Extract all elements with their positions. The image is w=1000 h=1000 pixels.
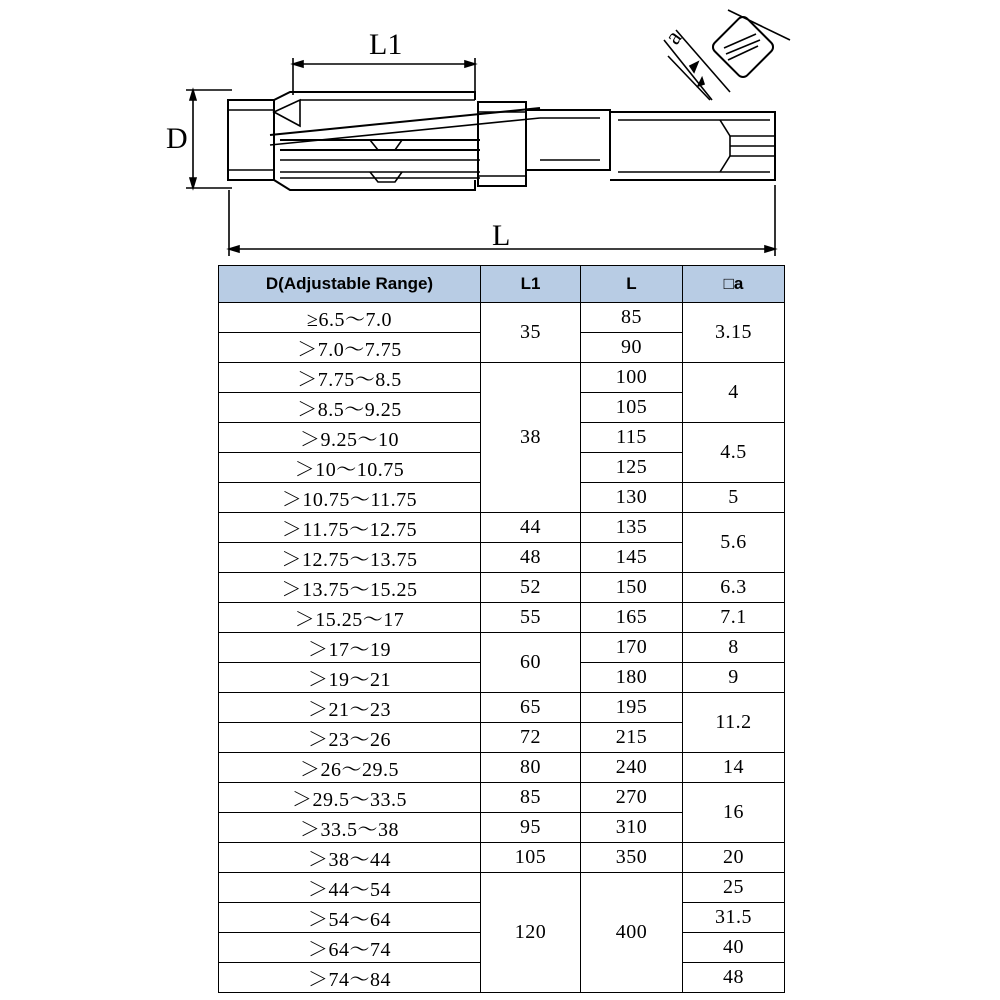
- cell-l: 350: [581, 843, 683, 873]
- header-l1: L1: [481, 266, 581, 303]
- table-row: [219, 873, 785, 903]
- cell-square-a: 11.2: [683, 693, 785, 753]
- cell-l: 85: [581, 303, 683, 333]
- l1-dimension-label: L1: [369, 28, 403, 61]
- cell-l: 400: [581, 873, 683, 993]
- header-d-range: D(Adjustable Range): [219, 266, 481, 303]
- cell-l: 195: [581, 693, 683, 723]
- cell-d-range: ＞21～23: [219, 693, 481, 723]
- table-row: [219, 363, 785, 393]
- cell-square-a: 8: [683, 633, 785, 663]
- cell-d-range: ＞13.75～15.25: [219, 573, 481, 603]
- reamer-specification-table: [218, 265, 785, 993]
- cell-l1: 105: [481, 843, 581, 873]
- cell-d-range: ＞54～64: [219, 903, 481, 933]
- cell-d-range: ＞64～74: [219, 933, 481, 963]
- cell-square-a: 25: [683, 873, 785, 903]
- table-row: [219, 513, 785, 543]
- cell-l1: 35: [481, 303, 581, 363]
- cell-l1: 120: [481, 873, 581, 993]
- cell-square-a: 9: [683, 663, 785, 693]
- header-l: L: [581, 266, 683, 303]
- a-dimension-label: a: [659, 25, 688, 50]
- cell-d-range: ＞19～21: [219, 663, 481, 693]
- cell-l: 90: [581, 333, 683, 363]
- cell-l: 145: [581, 543, 683, 573]
- cell-d-range: ＞11.75～12.75: [219, 513, 481, 543]
- cell-l1: 52: [481, 573, 581, 603]
- cell-square-a: 31.5: [683, 903, 785, 933]
- header-square-a: □a: [683, 266, 785, 303]
- cell-square-a: 14: [683, 753, 785, 783]
- cell-l: 100: [581, 363, 683, 393]
- cell-d-range: ＞7.75～8.5: [219, 363, 481, 393]
- cell-l: 115: [581, 423, 683, 453]
- cell-l: 125: [581, 453, 683, 483]
- d-dimension-label: D: [166, 122, 188, 155]
- cell-square-a: 48: [683, 963, 785, 993]
- table-row: [219, 693, 785, 723]
- cell-l1: 95: [481, 813, 581, 843]
- cell-d-range: ＞29.5～33.5: [219, 783, 481, 813]
- cell-square-a: 4.5: [683, 423, 785, 483]
- cell-l1: 38: [481, 363, 581, 513]
- cell-d-range: ＞8.5～9.25: [219, 393, 481, 423]
- cell-l: 180: [581, 663, 683, 693]
- cell-d-range: ≥6.5～7.0: [219, 303, 481, 333]
- cell-square-a: 3.15: [683, 303, 785, 363]
- cell-d-range: ＞38～44: [219, 843, 481, 873]
- cell-d-range: ＞17～19: [219, 633, 481, 663]
- cell-l1: 44: [481, 513, 581, 543]
- cell-l: 165: [581, 603, 683, 633]
- cell-l1: 72: [481, 723, 581, 753]
- cell-l1: 65: [481, 693, 581, 723]
- cell-d-range: ＞33.5～38: [219, 813, 481, 843]
- cell-d-range: ＞7.0～7.75: [219, 333, 481, 363]
- cell-d-range: ＞26～29.5: [219, 753, 481, 783]
- table-row: [219, 843, 785, 873]
- table-body: [219, 303, 785, 993]
- table-header-row: [219, 266, 785, 303]
- cell-l: 310: [581, 813, 683, 843]
- cell-l: 240: [581, 753, 683, 783]
- cell-square-a: 6.3: [683, 573, 785, 603]
- cell-d-range: ＞44～54: [219, 873, 481, 903]
- reamer-technical-drawing: [0, 0, 1000, 262]
- cell-l: 135: [581, 513, 683, 543]
- cell-square-a: 20: [683, 843, 785, 873]
- table-row: [219, 633, 785, 663]
- table-row: [219, 753, 785, 783]
- cell-l: 215: [581, 723, 683, 753]
- table-row: [219, 783, 785, 813]
- cell-square-a: 40: [683, 933, 785, 963]
- cell-l1: 80: [481, 753, 581, 783]
- cell-d-range: ＞10.75～11.75: [219, 483, 481, 513]
- cell-d-range: ＞23～26: [219, 723, 481, 753]
- cell-l: 170: [581, 633, 683, 663]
- cell-l1: 48: [481, 543, 581, 573]
- cell-l1: 55: [481, 603, 581, 633]
- cell-l1: 60: [481, 633, 581, 693]
- cell-square-a: 7.1: [683, 603, 785, 633]
- cell-l: 270: [581, 783, 683, 813]
- cell-d-range: ＞15.25～17: [219, 603, 481, 633]
- cell-l: 105: [581, 393, 683, 423]
- table-row: [219, 573, 785, 603]
- cell-d-range: ＞12.75～13.75: [219, 543, 481, 573]
- cell-d-range: ＞9.25～10: [219, 423, 481, 453]
- cell-square-a: 16: [683, 783, 785, 843]
- cell-d-range: ＞10～10.75: [219, 453, 481, 483]
- cell-l: 150: [581, 573, 683, 603]
- cell-l1: 85: [481, 783, 581, 813]
- cell-square-a: 5: [683, 483, 785, 513]
- l-dimension-label: L: [492, 219, 511, 252]
- cell-l: 130: [581, 483, 683, 513]
- table-row: [219, 603, 785, 633]
- table-row: [219, 303, 785, 333]
- cell-square-a: 4: [683, 363, 785, 423]
- cell-d-range: ＞74～84: [219, 963, 481, 993]
- cell-square-a: 5.6: [683, 513, 785, 573]
